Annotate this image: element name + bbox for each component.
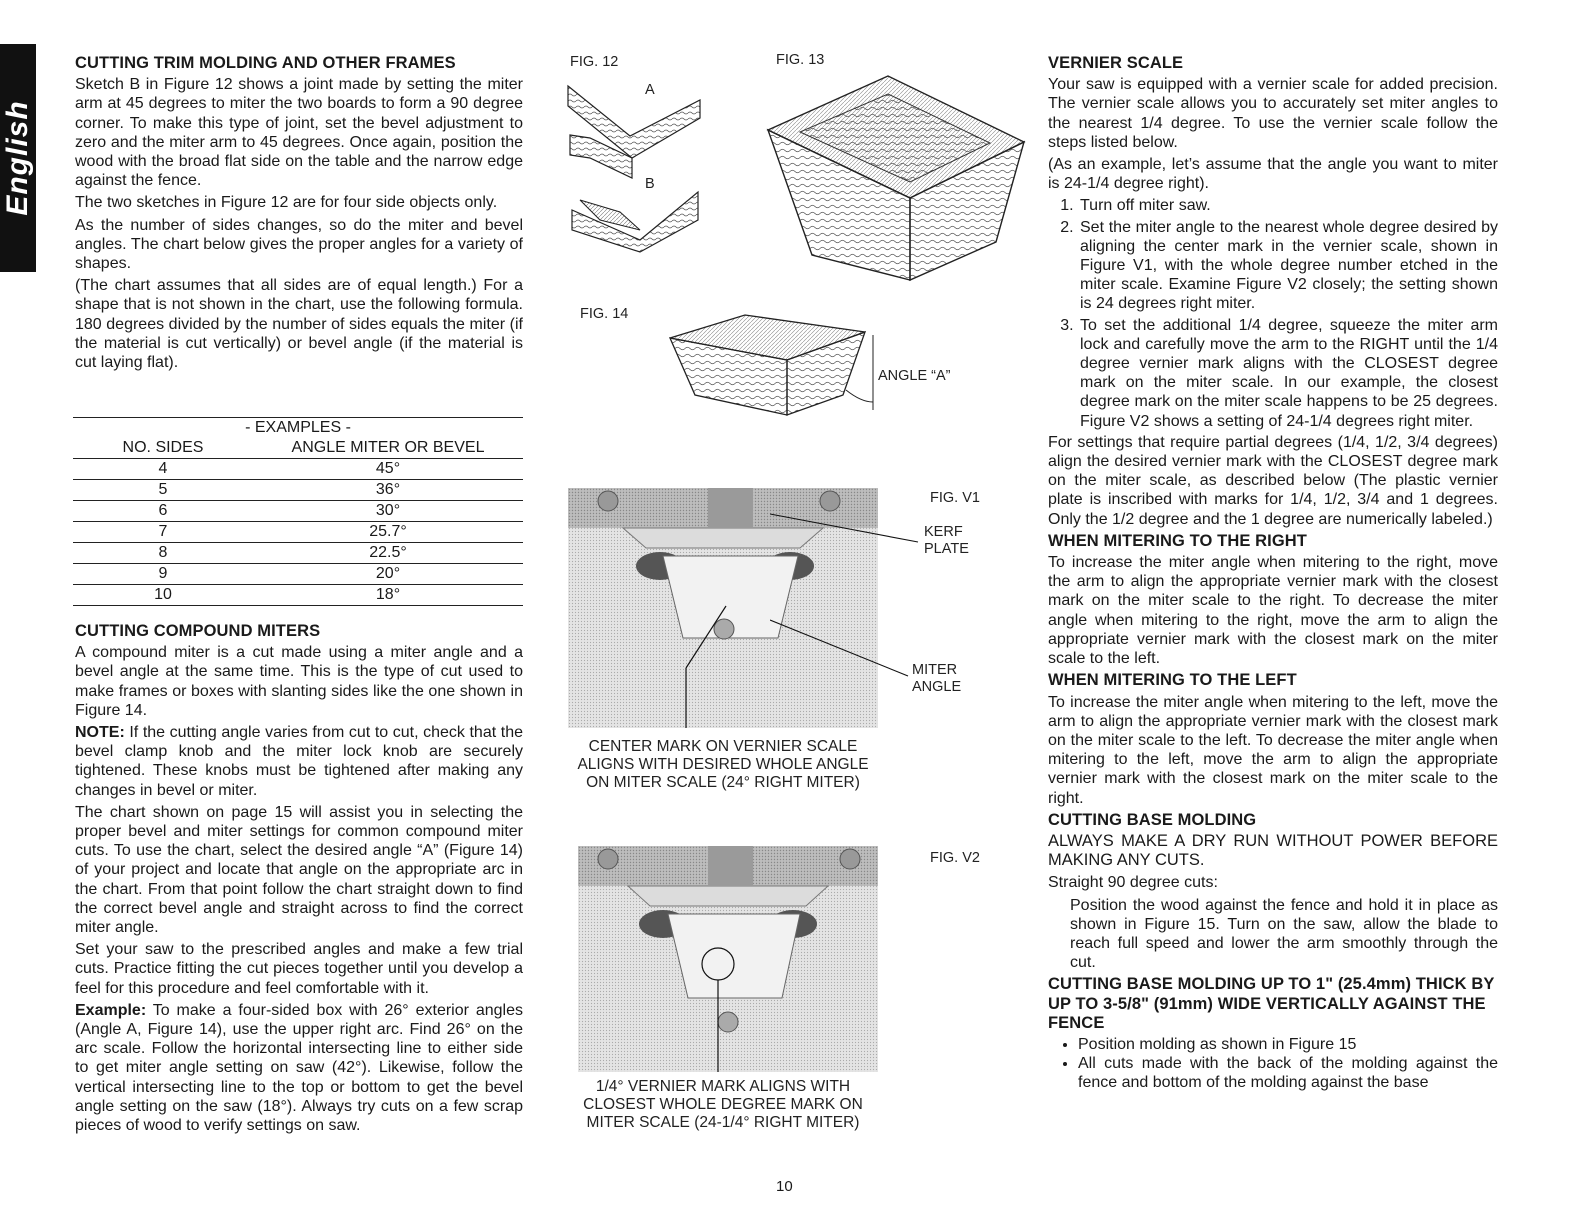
note-text: If the cutting angle varies from cut to cut, check that the bevel clamp knob and the miter lock knob are securely tightened. These knobs must be tightened after making any changes in bevel or miter. [75,724,523,799]
table-cell: 18° [253,585,523,606]
paragraph: (The chart assumes that all sides are of equal length.) For a shape that is not shown in the chart, use the following formula. 180 degrees divided by the number of sides equals the miter (if the material is cut vertically) or bevel angle (if the material is cut laying flat). [75,277,523,372]
heading-trim-molding: CUTTING TRIM MOLDING AND OTHER FRAMES [75,54,456,72]
table-row [73,585,523,606]
heading-compound-miters: CUTTING COMPOUND MITERS [75,622,321,640]
column-right [1048,52,1498,1093]
fig12-b-label: B [645,176,655,192]
column-left-lower [75,620,523,1138]
miter-label-line1: MITER [912,662,958,678]
paragraph: Your saw is equipped with a vernier scale for added precision. The vernier scale allows you to accurately set miter angles to the nearest 1/4 degree. To use the vernier scale follow the steps listed below. [1048,76,1498,151]
miter-label-line2: ANGLE [912,679,962,695]
examples-table-block [73,417,525,606]
figv2-photo [578,846,878,1072]
table-cell: 25.7° [253,522,523,543]
paragraph: The two sketches in Figure 12 are for four side objects only. [75,194,498,212]
fig14-label: FIG. 14 [580,306,629,322]
fig12-drawing [560,80,710,260]
fig14-drawing [655,310,885,420]
table-cell: 45° [253,459,523,480]
figv1-label: FIG. V1 [930,490,980,506]
kerf-plate-label [924,524,969,558]
heading-base-molding: CUTTING BASE MOLDING [1048,810,1257,829]
table-cell: 4 [73,459,253,480]
table-row [73,480,523,501]
list-item: • All cuts made with the back of the molding against the fence and bottom of the molding against the base [1078,1054,1498,1092]
figv2-label: FIG. V2 [930,850,980,866]
example-lead: Example: [75,1001,147,1019]
list-item: 2. Set the miter angle to the nearest whole degree desired by aligning the center mark in the vernier scale, shown in Figure V1, with the whole degree number etched in the miter scale. Examine Figure V2 closely; the setting shown is 24 degrees right miter. [1078,218,1498,314]
table-cell: 7 [73,522,253,543]
table-row [73,522,523,543]
table-cell: 6 [73,501,253,522]
caption-line: MITER SCALE (24-1/4° RIGHT MITER) [586,1114,860,1131]
list-item: 3. To set the additional 1/4 degree, squeeze the miter arm lock and carefully move the arm to the RIGHT until the 1/4 degree vernier mark aligns with the CLOSEST degree mark on the miter scale. In our example, the closest degree mark on the miter scale happens to be 25 degrees. Figure V2 shows a setting of 24-1/4 degrees right miter. [1078,316,1498,431]
paragraph: Position the wood against the fence and hold it in place as shown in Figure 15. Turn on the saw, allow the blade to reach full speed and lower the arm smoothly through the cut. [1070,896,1498,972]
angle-a-label: ANGLE “A” [878,368,951,384]
page-number: 10 [776,1178,793,1195]
table-row [73,459,523,480]
note-paragraph [75,723,523,800]
table-header-sides: NO. SIDES [73,438,253,459]
figv2-caption [568,1078,878,1132]
examples-table [73,438,523,606]
paragraph: ALWAYS MAKE A DRY RUN WITHOUT POWER BEFORE MAKING ANY CUTS. [1048,831,1498,870]
table-cell: 22.5° [253,543,523,564]
list-item: 1. Turn off miter saw. [1078,196,1498,215]
paragraph: For settings that require partial degrees (1/4, 1/2, 3/4 degrees) align the desired vernier mark with the CLOSEST degree mark on the miter scale, as described below (The plastic vernier plate is inscribed with marks for 1/4, 1/2, 3/4 and 1 degrees. Only the 1/2 degree and the 1 degree are numerically labeled.) [1048,433,1498,528]
table-cell: 8 [73,543,253,564]
caption-line: CLOSEST WHOLE DEGREE MARK ON [583,1096,863,1113]
table-cell: 5 [73,480,253,501]
caption-line: 1/4° VERNIER MARK ALIGNS WITH [595,1078,851,1095]
table-header-row [73,438,523,459]
examples-table-title: - EXAMPLES - [73,417,523,438]
column-left [75,52,523,375]
base-molding-bullets [1048,1035,1498,1093]
kerf-label-line2: PLATE [924,541,969,557]
language-tab-label: English [1,100,34,216]
note-lead: NOTE: [75,724,125,742]
heading-base-molding-vertical: CUTTING BASE MOLDING UP TO 1" (25.4mm) THICK BY UP TO 3-5/8" (91mm) WIDE VERTICALLY AGAINST THE FENCE [1048,975,1495,1032]
miter-angle-label [912,662,961,696]
heading-mitering-left: WHEN MITERING TO THE LEFT [1048,671,1297,690]
table-row [73,564,523,585]
heading-mitering-right: WHEN MITERING TO THE RIGHT [1048,531,1307,550]
caption-line: ON MITER SCALE (24° RIGHT MITER) [586,774,860,791]
paragraph: Sketch B in Figure 12 shows a joint made by setting the miter arm at 45 degrees to miter the two boards to form a 90 degree corner. To make this type of joint, set the bevel adjustment to zero and the miter arm to 45 degrees. Once again, position the wood with the broad flat side on the table and the narrow edge against the fence. [75,76,523,190]
table-row [73,543,523,564]
kerf-label-line1: KERF [924,524,963,540]
table-cell: 20° [253,564,523,585]
example-text: To make a four-sided box with 26° exterior angles (Angle A, Figure 14), use the upper right arc. Find 26° on the arc scale. Follow the horizontal intersecting line to either side to get miter angle setting on saw (42°). Likewise, follow the vertical intersecting line to the top or bottom to get the bevel angle setting on the saw (18°). Always try cuts on a few scrap pieces of wood to verify settings on saw. [75,1001,523,1135]
fig12-a-label: A [645,82,655,98]
caption-line: CENTER MARK ON VERNIER SCALE [588,738,858,755]
table-cell: 36° [253,480,523,501]
fig13-drawing [760,70,1030,292]
caption-line: ALIGNS WITH DESIRED WHOLE ANGLE [577,756,869,773]
table-cell: 9 [73,564,253,585]
paragraph: The chart shown on page 15 will assist you in selecting the proper bevel and miter settings for common compound miter cuts. To use the chart, select the desired angle “A” (Figure 14) of your project and locate that angle on the appropriate arc in the chart. From that point follow the chart straight down to find the correct bevel angle and straight across to find the correct miter angle. [75,803,523,937]
table-row [73,501,523,522]
vernier-steps-list [1048,196,1498,430]
list-item: • Position molding as shown in Figure 15 [1078,1035,1498,1054]
table-header-angle: ANGLE MITER OR BEVEL [253,438,523,459]
fig13-label: FIG. 13 [776,52,825,68]
paragraph: To increase the miter angle when mitering to the left, move the arm to align the appropriate vernier mark with the closest mark on the miter scale to the left. To decrease the miter angle when mitering to the left, move the arm to align the appropriate vernier mark with the closest mark on the miter scale to the right. [1048,693,1498,807]
language-tab [0,44,36,272]
paragraph: Straight 90 degree cuts: [1048,874,1218,892]
figv1-caption [568,738,878,792]
table-cell: 30° [253,501,523,522]
paragraph: Set your saw to the prescribed angles and make a few trial cuts. Practice fitting the cut pieces together until you develop a feel for this procedure and feel comfortable with it. [75,941,523,997]
heading-vernier-scale: VERNIER SCALE [1048,54,1184,72]
paragraph: (As an example, let’s assume that the angle you want to miter is 24-1/4 degree right). [1048,156,1498,193]
paragraph: To increase the miter angle when mitering to the right, move the arm to align the appropriate vernier mark with the closest mark on the miter scale to the right. To decrease the miter angle when mitering to the right, move the arm to align the appropriate vernier mark with the closest mark on the miter scale to the left. [1048,554,1498,668]
paragraph: A compound miter is a cut made using a miter angle and a bevel angle at the same time. This is the type of cut used to make frames or boxes with slanting sides like the one shown in Figure 14. [75,644,523,719]
fig12-label: FIG. 12 [570,54,619,70]
example-paragraph [75,1001,523,1135]
paragraph: As the number of sides changes, so do the miter and bevel angles. The chart below gives the proper angles for a variety of shapes. [75,216,523,273]
table-cell: 10 [73,585,253,606]
